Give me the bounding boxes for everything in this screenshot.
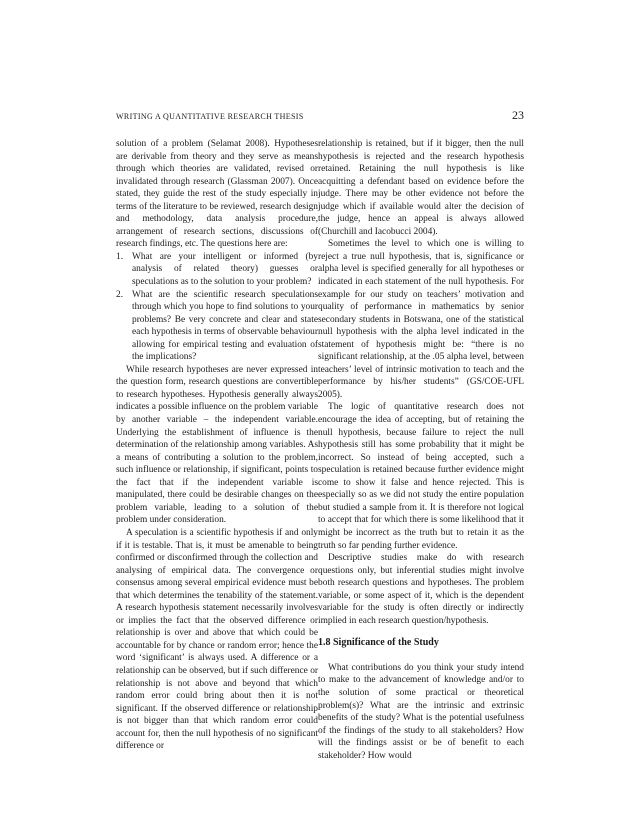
paragraph: While research hypotheses are never expressed in the question form, research questions are convertible to research hypotheses. Hypothesis generally always indicates a possible influence on the problem variable by another variable – the independent variable. Underlying the establishment of influence is the determination of the relationship among variables. As a means of contributing a solution to the problem, such influence or relationship, if significant, points to the fact that if the independent variable is manipulated, there could be desirable changes on the problem variable, leading to a solution of the problem under consideration.	[116, 364, 318, 526]
list-text: What are your intelligent or informed (by analysis of related theory) guesses or speculations as to the solution to your problem?	[132, 251, 318, 288]
page-header	[116, 108, 524, 128]
list-item	[116, 251, 318, 289]
paragraph: solution of a problem (Selamat 2008). Hypotheses are derivable from theory and they serve as means through which theories are validated, revised or invalidated through research (Glassman 2007). Once stated, they guide the rest of the study especially in terms of the literature to be reviewed, research design and methodology, data analysis procedure, arrangement of research sections, discussions of research findings, etc. The questions here are:	[116, 139, 318, 250]
left-column	[116, 138, 318, 753]
paragraph: What contributions do you think your study intend to make to the advancement of knowledge and/or to the solution of some practical or theoretical problem(s)? What are the intrinsic and extrinsic benefits of the study? What is the potential usefulness of the findings of the study to all stakeholders? How will the findings assist or be of benefit to each stakeholder? How would	[318, 662, 524, 761]
paragraph: relationship is retained, but if it bigger, then the null hypothesis is rejected and the research hypothesis retained. Retaining the null hypothesis is like acquitting a defendant based on evidence before the judge. There may be other evidence not before the judge which if available would alter the decision of the judge, hence an appeal is always allowed (Churchill and Iacobucci 2004).	[318, 139, 524, 237]
section-heading: 1.8 Significance of the Study	[318, 637, 439, 649]
right-column	[318, 138, 524, 762]
page-number: 23	[512, 108, 524, 122]
paragraph: A speculation is a scientific hypothesis if and only if it is testable. That is, it must be amenable to being confirmed or disconfirmed through the collection and analysing of empirical data. The convergence or consensus among several empirical evidence must be that which determines the tenability of the statement. A research hypothesis statement necessarily involves or implies the fact that the observed difference or relationship is over and above that which could be accountable for by chance or random error; hence the word ‘significant’ is always used. A difference or a relationship can be observed, but if such difference or relationship is not above and beyond that which random error could bring about then it is not significant. If the observed difference or relationship is not bigger than that which random error could account for, then the null hypothesis of no significant difference or	[116, 527, 318, 752]
paragraph: The logic of quantitative research does not encourage the idea of accepting, but of retaining the null hypothesis, because failure to reject the null hypothesis still has some probability that it might be incorrect. So instead of being accepted, such a speculation is retained because further evidence might come to show it false and hence rejected. This is especially so as we did not study the entire population but studied a sample from it. It is therefore not logical to accept that for which there is some likelihood that it might be incorrect as the truth but to retain it as the truth so far pending further evidence.	[318, 402, 524, 551]
running-head: WRITING A QUANTITATIVE RESEARCH THESIS	[116, 112, 304, 121]
list-number: 2.	[116, 289, 124, 300]
question-list	[116, 251, 318, 364]
paragraph: Descriptive studies make do with research questions only, but inferential studies might involve both research questions and hypotheses. The problem variable, or some aspect of it, which is the dependent variable for the study is often directly or indirectly implied in each research question/hypothesis.	[318, 553, 524, 626]
paragraph: Sometimes the level to which one is willing to reject a true null hypothesis, that is, significance or alpha level is specified generally for all hypotheses or indicated in each statement of the null hypothesis. For example for our study on teachers’ motivation and quality of performance in mathematics by senior secondary students in Botswana, one of the statistical null hypothesis with the alpha level indicated in the statement of hypothesis might be: “there is no significant relationship, at the .05 alpha level, between teachers’ level of intrinsic motivation to teach and the performance by his/her students” (GS/COE-UFL 2005).	[318, 239, 524, 400]
list-item	[116, 289, 318, 364]
list-text: What are the scientific research speculations through which you hope to find solutions to your problems? Be very concrete and clear and state each hypothesis in terms of observable behaviour allowing for empirical testing and evaluation of the implications?	[132, 289, 318, 363]
list-number: 1.	[116, 251, 124, 262]
